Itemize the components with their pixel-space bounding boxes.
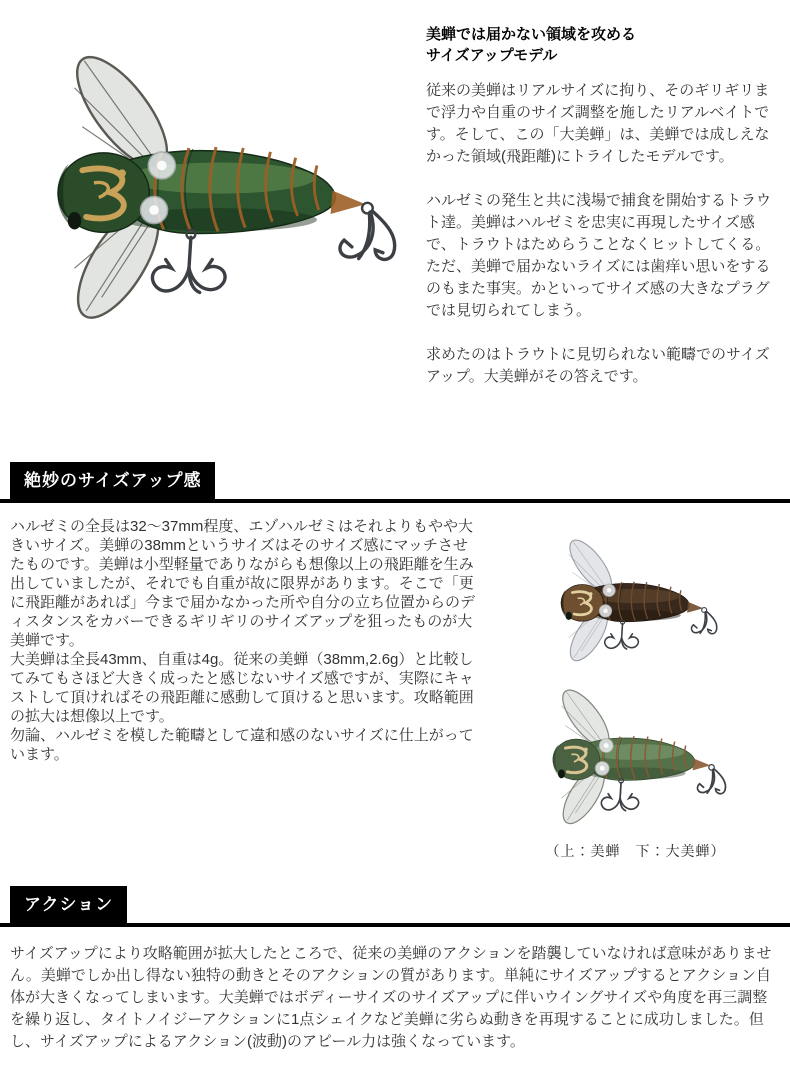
- sizeup-paragraph-2: 大美蝉は全長43mm、自重は4g。従来の美蝉（38mm,2.6g）と比較してみてもさほど大きく成ったと感じないサイズ感ですが、実際にキャストして頂ければその飛距離に感動して頂けると思います。攻略範囲の拡大は想像以上です。: [10, 651, 474, 725]
- section-header-action: [0, 886, 790, 927]
- intro-paragraph-3: 求めたのはトラウトに見切られない範疇でのサイズアップ。大美蝉がその答えです。: [426, 346, 770, 385]
- intro-heading-line2: サイズアップモデル: [426, 47, 558, 64]
- main-product-image: [20, 20, 420, 340]
- sizeup-paragraph-3: 勿論、ハルゼミを模した範疇として違和感のないサイズに仕上がっています。: [10, 727, 474, 763]
- section-title-sizeup: 絶妙のサイズアップ感: [10, 462, 215, 499]
- comparison-image-bottom: [488, 671, 783, 835]
- intro-column: [426, 20, 782, 410]
- comparison-caption: （上：美蝉 下：大美蝉）: [545, 843, 726, 859]
- section-title-action: アクション: [10, 886, 127, 923]
- comparison-figure: [488, 517, 783, 861]
- sizeup-paragraph-1: ハルゼミの全長は32～37mm程度、エゾハルゼミはそれよりもやや大きいサイズ。美蝉の38mmというサイズはそのサイズ感にマッチさせたものです。美蝉は小型軽量でありながらも想像以上の飛距離を生み出していましたが、それでも自重が故に限界があります。そこで「更に飛距離があれば」今まで届かなかった所や自分の立ち位置からのディスタンスをカバーできるギリギリのサイズアップを狙ったものが大美蝉です。: [10, 518, 476, 649]
- green-cicada-lure-illustration: [20, 20, 420, 340]
- comparison-image-top: [488, 523, 783, 671]
- action-paragraph: サイズアップにより攻略範囲が拡大したところで、従来の美蝉のアクションを踏襲していなければ意味がありません。美蝉でしか出し得ない独特の動きとそのアクションの質があります。単純にサイズアップするとアクション自体が大きくなってしまいます。大美蝉ではボディーサイズのサイズアップに伴いウイングサイズや角度を再三調整を繰り返し、タイトノイジーアクションに1点シェイクなど美蝉に劣らぬ動きを再現することに成功しました。但し、サイズアップによるアクション(波動)のアピール力は強くなっています。: [10, 945, 772, 1050]
- dark-brown-cicada-lure-illustration: [536, 523, 736, 671]
- intro-heading-line1: 美蝉では届かない領域を攻める: [426, 26, 637, 43]
- top-section: [0, 0, 790, 410]
- sizeup-section: [0, 503, 790, 861]
- section-header-sizeup: [0, 462, 790, 503]
- intro-heading: [426, 24, 782, 66]
- intro-paragraph-2: ハルゼミの発生と共に浅場で捕食を開始するトラウト達。美蝉はハルゼミを忠実に再現したサイズ感で、トラウトはためらうことなくヒットしてくる。ただ、美蝉で届かないライズには歯痒い思いをするのもまた事実。かといってサイズ感の大きなプラグでは見切られてしまう。: [426, 192, 772, 319]
- green-cicada-lure-small-illustration: [516, 671, 756, 835]
- action-section: [0, 927, 790, 1071]
- sizeup-text-column: [10, 517, 482, 861]
- intro-paragraph-1: 従来の美蝉はリアルサイズに拘り、そのギリギリまで浮力や自重のサイズ調整を施したリアルベイトです。そして、この「大美蝉」は、美蝉では成しえなかった領域(飛距離)にトライしたモデルです。: [426, 82, 770, 165]
